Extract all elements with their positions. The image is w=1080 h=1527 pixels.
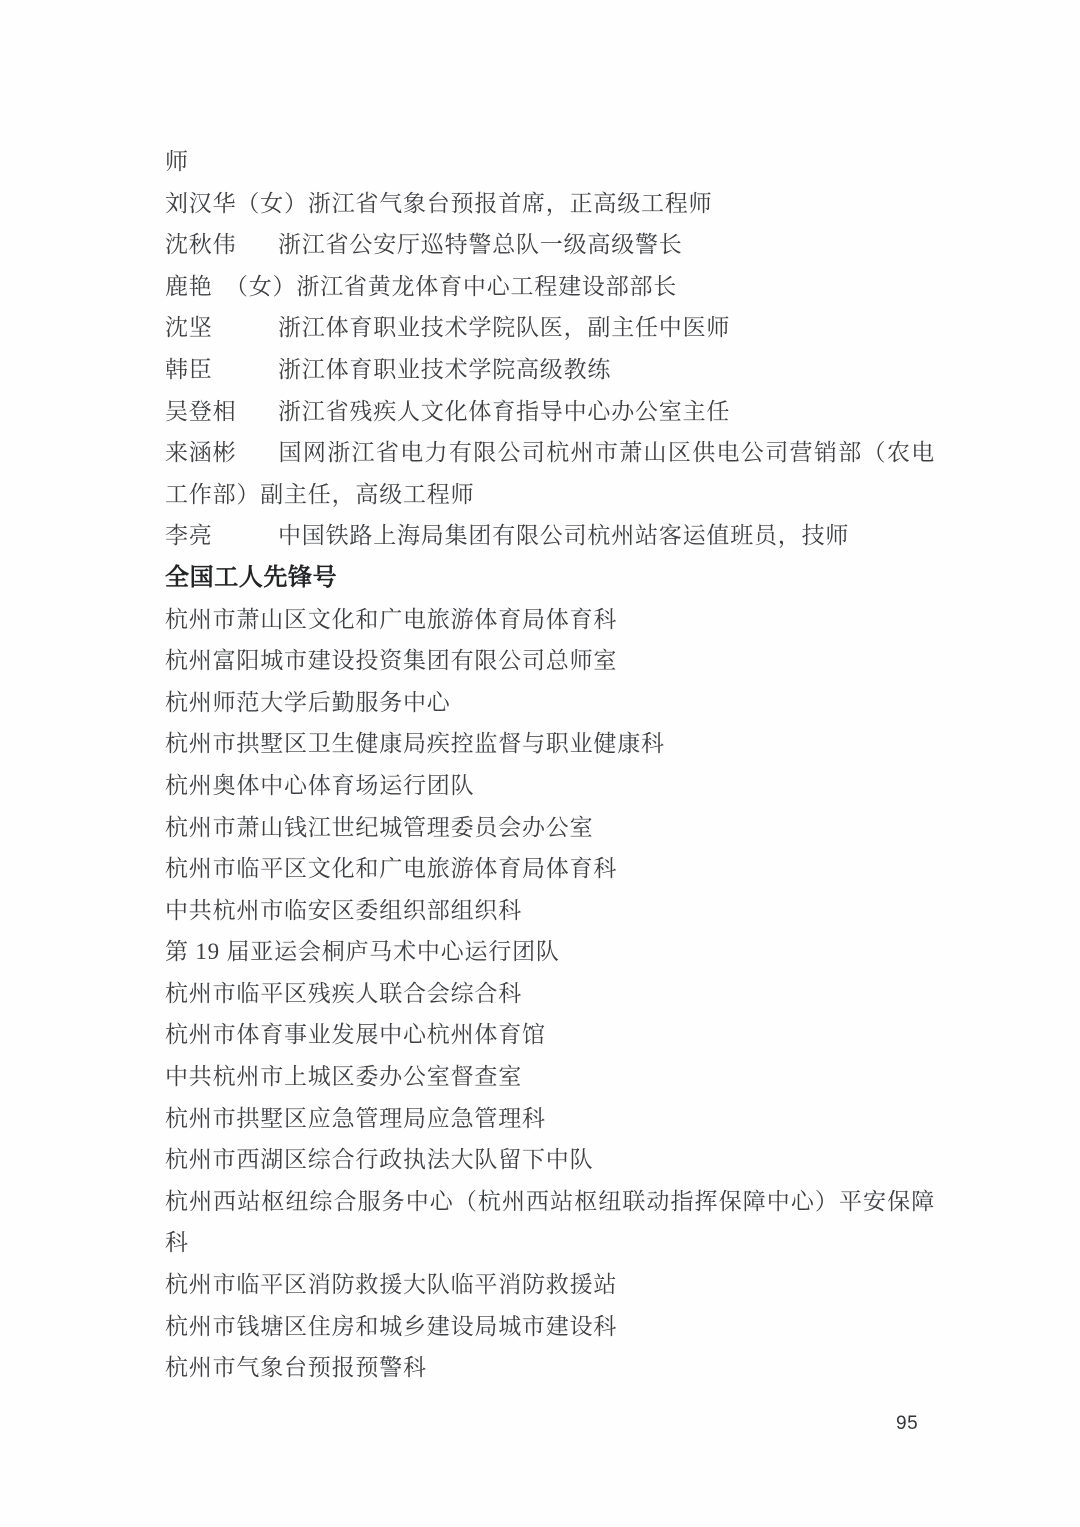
honoree-name: 沈秋伟 [165, 232, 237, 258]
honoree-title: 浙江省黄龙体育中心工程建设部部长 [296, 273, 678, 299]
honoree-row [165, 515, 935, 557]
team-row: 杭州市临平区消防救援大队临平消防救援站 [165, 1272, 618, 1298]
team-row: 杭州市临平区文化和广电旅游体育局体育科 [165, 856, 618, 882]
team-row: 杭州市拱墅区卫生健康局疾控监督与职业健康科 [165, 731, 665, 757]
team-row: 杭州市体育事业发展中心杭州体育馆 [165, 1022, 546, 1048]
team-row: 杭州市气象台预报预警科 [165, 1355, 427, 1381]
honoree-row [165, 432, 935, 515]
honoree-name: 吴登相 [165, 398, 237, 424]
team-row: 杭州师范大学后勤服务中心 [165, 689, 451, 715]
honoree-title: 浙江体育职业技术学院队医，副主任中医师 [278, 315, 731, 341]
honoree-title: 浙江省残疾人文化体育指导中心办公室主任 [278, 398, 731, 424]
honoree-title: 浙江体育职业技术学院高级教练 [278, 356, 612, 382]
honoree-name: 李亮 [165, 523, 213, 549]
team-row: 杭州市萧山区文化和广电旅游体育局体育科 [165, 606, 618, 632]
team-row: 杭州西站枢纽综合服务中心（杭州西站枢纽联动指挥保障中心）平安保障科 [165, 1188, 935, 1256]
team-row: 杭州市萧山钱江世纪城管理委员会办公室 [165, 814, 594, 840]
team-row: 第 19 届亚运会桐庐马术中心运行团队 [165, 939, 560, 965]
honoree-name: 刘汉华（女） [165, 190, 308, 216]
honoree-title: 中国铁路上海局集团有限公司杭州站客运值班员，技师 [278, 523, 850, 549]
honoree-name: 沈坚 [165, 315, 213, 341]
honoree-name: 鹿艳 （女） [165, 273, 297, 299]
section-heading: 全国工人先锋号 [165, 563, 338, 591]
honoree-row [165, 224, 935, 266]
document-body [165, 141, 935, 1389]
honoree-row [165, 266, 935, 308]
team-row: 杭州市拱墅区应急管理局应急管理科 [165, 1105, 546, 1131]
team-row: 杭州市西湖区综合行政执法大队留下中队 [165, 1147, 594, 1173]
honoree-row [165, 183, 935, 225]
honoree-title: 国网浙江省电力有限公司杭州市萧山区供电公司营销部（农电工作部）副主任，高级工程师 [165, 440, 935, 507]
team-row: 杭州富阳城市建设投资集团有限公司总师室 [165, 648, 618, 674]
honoree-row [165, 307, 935, 349]
page-number: 95 [896, 1413, 919, 1434]
honoree-title: 浙江省气象台预报首席，正高级工程师 [307, 190, 713, 216]
honoree-row [165, 391, 935, 433]
honoree-row [165, 349, 935, 391]
team-row: 杭州市临平区残疾人联合会综合科 [165, 980, 522, 1006]
honoree-name: 韩臣 [165, 356, 213, 382]
honoree-title: 浙江省公安厅巡特警总队一级高级警长 [278, 232, 683, 258]
team-row: 中共杭州市上城区委办公室督查室 [165, 1064, 522, 1090]
honoree-name: 来涵彬 [165, 440, 237, 466]
team-row: 杭州奥体中心体育场运行团队 [165, 772, 475, 798]
continuation-line: 师 [165, 149, 189, 174]
team-row: 中共杭州市临安区委组织部组织科 [165, 897, 522, 923]
team-row: 杭州市钱塘区住房和城乡建设局城市建设科 [165, 1313, 618, 1339]
